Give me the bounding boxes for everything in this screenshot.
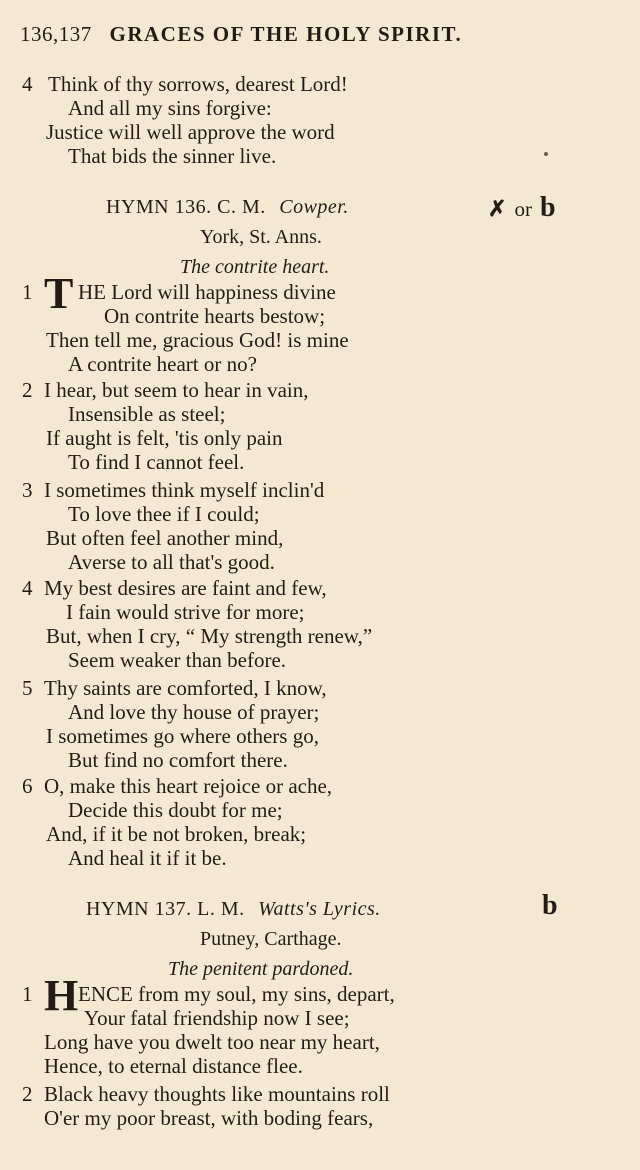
verse-number: 4 bbox=[22, 576, 33, 600]
verse-line: But find no comfort there. bbox=[68, 748, 288, 772]
hymn-subject: The penitent pardoned. bbox=[168, 958, 354, 980]
verse-line: And heal it if it be. bbox=[68, 846, 227, 870]
verse-line: A contrite heart or no? bbox=[68, 352, 257, 376]
key-signature-marks bbox=[488, 192, 556, 224]
hymn-137-title bbox=[86, 898, 381, 921]
verse-line: To find I cannot feel. bbox=[68, 450, 245, 474]
verse-number: 4 bbox=[22, 72, 33, 96]
verse-line: Think of thy sorrows, dearest Lord! bbox=[48, 72, 348, 96]
verse-line: If aught is felt, 'tis only pain bbox=[46, 426, 283, 450]
verse-line: Insensible as steel; bbox=[68, 402, 226, 426]
drop-cap: T bbox=[44, 269, 74, 318]
verse-line: ENCE from my soul, my sins, depart, bbox=[78, 982, 395, 1006]
hymn-number-meter: HYMN 136. C. M. bbox=[106, 196, 266, 218]
verse-number: 3 bbox=[22, 478, 33, 502]
verse-line: O'er my poor breast, with boding fears, bbox=[44, 1106, 374, 1130]
verse-line: Black heavy thoughts like mountains roll bbox=[44, 1082, 390, 1106]
verse-number: 6 bbox=[22, 774, 33, 798]
verse-line: And all my sins forgive: bbox=[68, 96, 272, 120]
verse-number: 2 bbox=[22, 378, 33, 402]
drop-cap: H bbox=[44, 971, 79, 1020]
key-or-text: or bbox=[514, 197, 532, 221]
running-header bbox=[20, 22, 462, 47]
verse-number: 1 bbox=[22, 982, 33, 1006]
verse-number: 5 bbox=[22, 676, 33, 700]
verse-line: I fain would strive for more; bbox=[66, 600, 305, 624]
flat-sign-icon: b bbox=[539, 192, 556, 223]
hymn-136-title bbox=[106, 196, 349, 219]
verse-line: I sometimes go where others go, bbox=[46, 724, 319, 748]
hymn-author: Watts's Lyrics. bbox=[258, 898, 381, 920]
tune-names: York, St. Anns. bbox=[200, 226, 322, 248]
verse-line: My best desires are faint and few, bbox=[44, 576, 327, 600]
verse-line: Hence, to eternal distance flee. bbox=[44, 1054, 303, 1078]
verse-line: Your fatal friendship now I see; bbox=[84, 1006, 350, 1030]
page-numbers: 136,137 bbox=[20, 22, 92, 46]
verse-line: That bids the sinner live. bbox=[68, 144, 277, 168]
verse-line: Decide this doubt for me; bbox=[68, 798, 283, 822]
verse-line: I hear, but seem to hear in vain, bbox=[44, 378, 309, 402]
verse-line: Thy saints are comforted, I know, bbox=[44, 676, 327, 700]
verse-line: Seem weaker than before. bbox=[68, 648, 287, 672]
verse-number: 2 bbox=[22, 1082, 33, 1106]
verse-line: But often feel another mind, bbox=[46, 526, 284, 550]
verse-line: Then tell me, gracious God! is mine bbox=[46, 328, 349, 352]
verse-line: O, make this heart rejoice or ache, bbox=[44, 774, 333, 798]
tune-names: Putney, Carthage. bbox=[200, 928, 342, 950]
verse-line: And love thy house of prayer; bbox=[68, 700, 320, 724]
flat-sign-icon: b bbox=[542, 890, 558, 921]
verse-line: But, when I cry, “ My strength renew,” bbox=[46, 624, 373, 648]
running-title: GRACES OF THE HOLY SPIRIT. bbox=[109, 22, 463, 46]
verse-number: 1 bbox=[22, 280, 33, 304]
hymn-number-meter: HYMN 137. L. M. bbox=[86, 898, 245, 920]
verse-line: On contrite hearts bestow; bbox=[104, 304, 326, 328]
verse-line: And, if it be not broken, break; bbox=[46, 822, 307, 846]
verse-line: To love thee if I could; bbox=[68, 502, 260, 526]
hymn-subject: The contrite heart. bbox=[180, 256, 330, 278]
natural-sign-icon: ✗ bbox=[488, 196, 507, 221]
verse-line: I sometimes think myself inclin'd bbox=[44, 478, 325, 502]
verse-line: Justice will well approve the word bbox=[46, 120, 335, 144]
verse-line: Long have you dwelt too near my heart, bbox=[44, 1030, 380, 1054]
verse-line: Averse to all that's good. bbox=[68, 550, 275, 574]
paper-speck bbox=[544, 152, 548, 156]
hymn-author: Cowper. bbox=[279, 196, 349, 218]
verse-line: HE Lord will happiness divine bbox=[78, 280, 336, 304]
